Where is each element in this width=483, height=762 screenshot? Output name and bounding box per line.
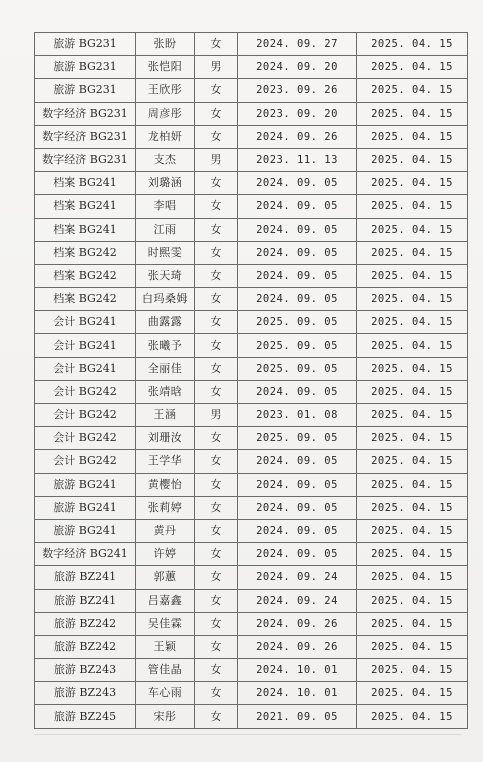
start-date-cell: 2024. 09. 26 [238,635,357,658]
start-date-cell: 2024. 09. 26 [238,125,357,148]
class-cell: 旅游 BZ245 [35,705,136,728]
end-date-cell: 2025. 04. 15 [357,241,468,264]
student-roster-table [34,32,468,729]
sex-cell: 女 [195,241,238,264]
start-date-cell: 2025. 09. 05 [238,427,357,450]
table-row [35,148,468,171]
class-cell: 档案 BG242 [35,241,136,264]
start-date-cell: 2024. 09. 20 [238,56,357,79]
start-date-cell: 2024. 09. 05 [238,543,357,566]
class-cell: 会计 BG242 [35,427,136,450]
name-cell: 王涵 [136,404,195,427]
table-row [35,334,468,357]
sex-cell: 女 [195,311,238,334]
table-row [35,102,468,125]
start-date-cell: 2025. 09. 05 [238,311,357,334]
table-row [35,427,468,450]
sex-cell: 女 [195,195,238,218]
sex-cell: 女 [195,496,238,519]
table-row [35,543,468,566]
class-cell: 会计 BG241 [35,334,136,357]
class-cell: 档案 BG241 [35,195,136,218]
name-cell: 车心雨 [136,682,195,705]
sex-cell: 女 [195,543,238,566]
name-cell: 江雨 [136,218,195,241]
start-date-cell: 2023. 01. 08 [238,404,357,427]
end-date-cell: 2025. 04. 15 [357,311,468,334]
sex-cell: 男 [195,56,238,79]
start-date-cell: 2024. 09. 05 [238,496,357,519]
end-date-cell: 2025. 04. 15 [357,612,468,635]
sex-cell: 女 [195,288,238,311]
end-date-cell: 2025. 04. 15 [357,125,468,148]
sex-cell: 女 [195,427,238,450]
class-cell: 档案 BG242 [35,288,136,311]
end-date-cell: 2025. 04. 15 [357,172,468,195]
end-date-cell: 2025. 04. 15 [357,635,468,658]
name-cell: 郭蕙 [136,566,195,589]
start-date-cell: 2024. 10. 01 [238,659,357,682]
class-cell: 旅游 BG241 [35,519,136,542]
sex-cell: 女 [195,380,238,403]
name-cell: 刘珊汝 [136,427,195,450]
name-cell: 王学华 [136,450,195,473]
class-cell: 档案 BG241 [35,172,136,195]
sex-cell: 女 [195,450,238,473]
name-cell: 李唱 [136,195,195,218]
start-date-cell: 2024. 09. 05 [238,195,357,218]
class-cell: 会计 BG241 [35,357,136,380]
start-date-cell: 2024. 09. 26 [238,612,357,635]
name-cell: 张天琦 [136,264,195,287]
name-cell: 刘璐涵 [136,172,195,195]
start-date-cell: 2025. 09. 05 [238,334,357,357]
table-row [35,589,468,612]
end-date-cell: 2025. 04. 15 [357,404,468,427]
name-cell: 张盼 [136,33,195,56]
name-cell: 许婷 [136,543,195,566]
name-cell: 白玛桑姆 [136,288,195,311]
end-date-cell: 2025. 04. 15 [357,288,468,311]
class-cell: 旅游 BZ242 [35,612,136,635]
end-date-cell: 2025. 04. 15 [357,380,468,403]
table-row [35,125,468,148]
end-date-cell: 2025. 04. 15 [357,682,468,705]
table-row [35,195,468,218]
end-date-cell: 2025. 04. 15 [357,102,468,125]
name-cell: 周彦彤 [136,102,195,125]
end-date-cell: 2025. 04. 15 [357,427,468,450]
end-date-cell: 2025. 04. 15 [357,264,468,287]
table-row [35,659,468,682]
class-cell: 旅游 BZ241 [35,566,136,589]
table-row [35,612,468,635]
start-date-cell: 2024. 09. 05 [238,241,357,264]
end-date-cell: 2025. 04. 15 [357,566,468,589]
end-date-cell: 2025. 04. 15 [357,218,468,241]
table-row [35,380,468,403]
name-cell: 宋彤 [136,705,195,728]
start-date-cell: 2024. 09. 05 [238,218,357,241]
start-date-cell: 2023. 11. 13 [238,148,357,171]
name-cell: 张靖晗 [136,380,195,403]
sex-cell: 女 [195,102,238,125]
sex-cell: 女 [195,705,238,728]
name-cell: 黄樱怡 [136,473,195,496]
start-date-cell: 2024. 09. 24 [238,566,357,589]
end-date-cell: 2025. 04. 15 [357,589,468,612]
table-row [35,56,468,79]
table-row [35,241,468,264]
start-date-cell: 2024. 09. 05 [238,473,357,496]
sex-cell: 女 [195,612,238,635]
sex-cell: 女 [195,473,238,496]
end-date-cell: 2025. 04. 15 [357,334,468,357]
sex-cell: 女 [195,589,238,612]
end-date-cell: 2025. 04. 15 [357,519,468,542]
start-date-cell: 2024. 09. 05 [238,288,357,311]
table-row [35,311,468,334]
name-cell: 黄丹 [136,519,195,542]
name-cell: 张莉婷 [136,496,195,519]
class-cell: 旅游 BG241 [35,496,136,519]
table-row [35,705,468,728]
class-cell: 会计 BG242 [35,380,136,403]
name-cell: 王欣彤 [136,79,195,102]
table-row [35,172,468,195]
table-row [35,33,468,56]
class-cell: 会计 BG241 [35,311,136,334]
end-date-cell: 2025. 04. 15 [357,195,468,218]
table-row [35,450,468,473]
class-cell: 数字经济 BG231 [35,125,136,148]
table-row [35,404,468,427]
class-cell: 旅游 BZ243 [35,659,136,682]
sex-cell: 女 [195,682,238,705]
class-cell: 旅游 BG231 [35,56,136,79]
start-date-cell: 2023. 09. 20 [238,102,357,125]
name-cell: 吕嘉鑫 [136,589,195,612]
end-date-cell: 2025. 04. 15 [357,659,468,682]
start-date-cell: 2021. 09. 05 [238,705,357,728]
sex-cell: 女 [195,264,238,287]
name-cell: 张曦予 [136,334,195,357]
sex-cell: 女 [195,519,238,542]
end-date-cell: 2025. 04. 15 [357,79,468,102]
roster-body [35,33,468,729]
class-cell: 旅游 BG241 [35,473,136,496]
sex-cell: 女 [195,125,238,148]
table-row [35,635,468,658]
class-cell: 旅游 BG231 [35,33,136,56]
name-cell: 张恺阳 [136,56,195,79]
class-cell: 档案 BG242 [35,264,136,287]
sex-cell: 女 [195,357,238,380]
class-cell: 旅游 BG231 [35,79,136,102]
end-date-cell: 2025. 04. 15 [357,543,468,566]
end-date-cell: 2025. 04. 15 [357,148,468,171]
sex-cell: 男 [195,404,238,427]
start-date-cell: 2024. 09. 05 [238,172,357,195]
table-row [35,473,468,496]
sex-cell: 女 [195,218,238,241]
name-cell: 曲露露 [136,311,195,334]
end-date-cell: 2025. 04. 15 [357,357,468,380]
sex-cell: 女 [195,566,238,589]
class-cell: 会计 BG242 [35,450,136,473]
sex-cell: 女 [195,334,238,357]
start-date-cell: 2025. 09. 05 [238,357,357,380]
end-date-cell: 2025. 04. 15 [357,705,468,728]
faded-next-row [34,734,462,753]
end-date-cell: 2025. 04. 15 [357,33,468,56]
table-row [35,496,468,519]
end-date-cell: 2025. 04. 15 [357,56,468,79]
start-date-cell: 2024. 09. 27 [238,33,357,56]
start-date-cell: 2023. 09. 26 [238,79,357,102]
name-cell: 支杰 [136,148,195,171]
class-cell: 旅游 BZ243 [35,682,136,705]
start-date-cell: 2024. 10. 01 [238,682,357,705]
table-row [35,264,468,287]
sex-cell: 女 [195,635,238,658]
name-cell: 吴佳霖 [136,612,195,635]
class-cell: 档案 BG241 [35,218,136,241]
end-date-cell: 2025. 04. 15 [357,473,468,496]
class-cell: 数字经济 BG231 [35,102,136,125]
start-date-cell: 2024. 09. 05 [238,519,357,542]
class-cell: 旅游 BZ241 [35,589,136,612]
table-row [35,566,468,589]
sex-cell: 男 [195,148,238,171]
sex-cell: 女 [195,79,238,102]
table-row [35,519,468,542]
start-date-cell: 2024. 09. 05 [238,450,357,473]
class-cell: 数字经济 BG231 [35,148,136,171]
end-date-cell: 2025. 04. 15 [357,450,468,473]
sex-cell: 女 [195,172,238,195]
start-date-cell: 2024. 09. 24 [238,589,357,612]
end-date-cell: 2025. 04. 15 [357,496,468,519]
name-cell: 管佳晶 [136,659,195,682]
table-row [35,682,468,705]
sex-cell: 女 [195,659,238,682]
name-cell: 时熙雯 [136,241,195,264]
start-date-cell: 2024. 09. 05 [238,380,357,403]
table-row [35,357,468,380]
table-row [35,218,468,241]
sex-cell: 女 [195,33,238,56]
name-cell: 全丽佳 [136,357,195,380]
name-cell: 王颖 [136,635,195,658]
table-row [35,288,468,311]
start-date-cell: 2024. 09. 05 [238,264,357,287]
class-cell: 数字经济 BG241 [35,543,136,566]
class-cell: 旅游 BZ242 [35,635,136,658]
table-row [35,79,468,102]
class-cell: 会计 BG242 [35,404,136,427]
name-cell: 龙柏妍 [136,125,195,148]
